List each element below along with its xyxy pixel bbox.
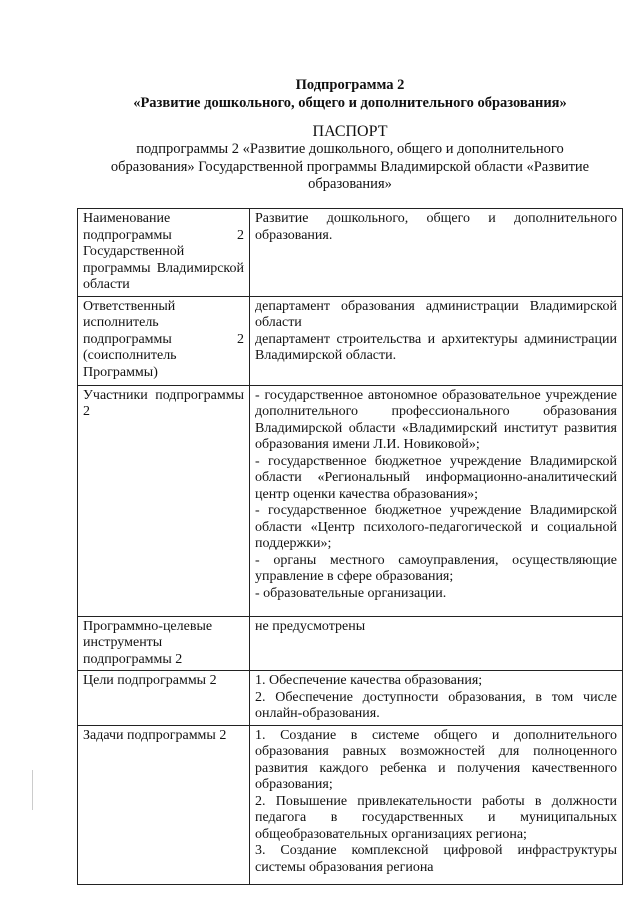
table-row — [78, 385, 623, 616]
passport-title: ПАСПОРТ — [312, 123, 388, 140]
table-row — [78, 725, 623, 884]
row-value — [250, 209, 623, 297]
row-value — [250, 385, 623, 616]
value-line: - государственное бюджетное учреждение Владимирской области «Региональный информационно-аналитический центр оценки качества образования»; — [255, 453, 617, 502]
row-value — [250, 671, 623, 726]
value-line: 2. Повышение привлекательности работы в должности педагога в государственных и муниципальных общеобразовательных организациях региона; — [255, 793, 617, 842]
row-label: Ответственный исполнитель подпрограммы 2 (соисполнитель Программы) — [78, 296, 250, 385]
table-row — [78, 616, 623, 671]
row-label: Цели подпрограммы 2 — [78, 671, 250, 726]
value-line: не предусмотрены — [255, 618, 366, 634]
row-label: Участники подпрограммы 2 — [78, 385, 250, 616]
row-value — [250, 616, 623, 671]
row-value — [250, 296, 623, 385]
table-row — [78, 671, 623, 726]
scan-margin-mark — [32, 770, 33, 810]
value-line: департамент строительства и архитектуры администрации Владимирской области. — [255, 331, 617, 363]
passport-subtitle: подпрограммы 2 «Развитие дошкольного, общего и дополнительного образования» Государственной программы Владимирской области «Развитие образования» — [110, 141, 590, 192]
table-row — [78, 296, 623, 385]
value-line: - органы местного самоуправления, осуществляющие управление в сфере образования; — [255, 552, 617, 584]
value-line: - образовательные организации. — [255, 585, 447, 601]
value-line: Развитие дошкольного, общего и дополнительного образования. — [255, 211, 617, 243]
value-line: департамент образования администрации Владимирской области — [255, 298, 617, 330]
value-line: 2. Обеспечение доступности образования, в том числе онлайн-образования. — [255, 689, 617, 721]
row-label: Задачи подпрограммы 2 — [78, 725, 250, 884]
subprogram-number: Подпрограмма 2 — [295, 77, 405, 93]
table-row — [78, 209, 623, 297]
row-label: Программно-целевые инструменты подпрограммы 2 — [78, 616, 250, 671]
subprogram-heading — [70, 76, 630, 112]
value-line: - государственное автономное образовательное учреждение дополнительного профессионального образования Владимирской области «Владимирский институт развития образования имени Л.И. Новиковой»; — [255, 387, 617, 452]
value-line: 3. Создание комплексной цифровой инфраструктуры системы образования региона — [255, 843, 617, 875]
row-value — [250, 725, 623, 884]
value-line: 1. Создание в системе общего и дополнительного образования равных возможностей для полноценного развития каждого ребенка и получения качественного образования; — [255, 727, 617, 792]
row-label: Наименование подпрограммы 2 Государственной программы Владимирской области — [78, 209, 250, 297]
value-line: 1. Обеспечение качества образования; — [255, 673, 483, 688]
value-line: - государственное бюджетное учреждение Владимирской области «Центр психолого-педагогической и социальной поддержки»; — [255, 503, 617, 551]
subprogram-name: «Развитие дошкольного, общего и дополнительного образования» — [133, 95, 567, 111]
passport-table — [77, 208, 623, 885]
